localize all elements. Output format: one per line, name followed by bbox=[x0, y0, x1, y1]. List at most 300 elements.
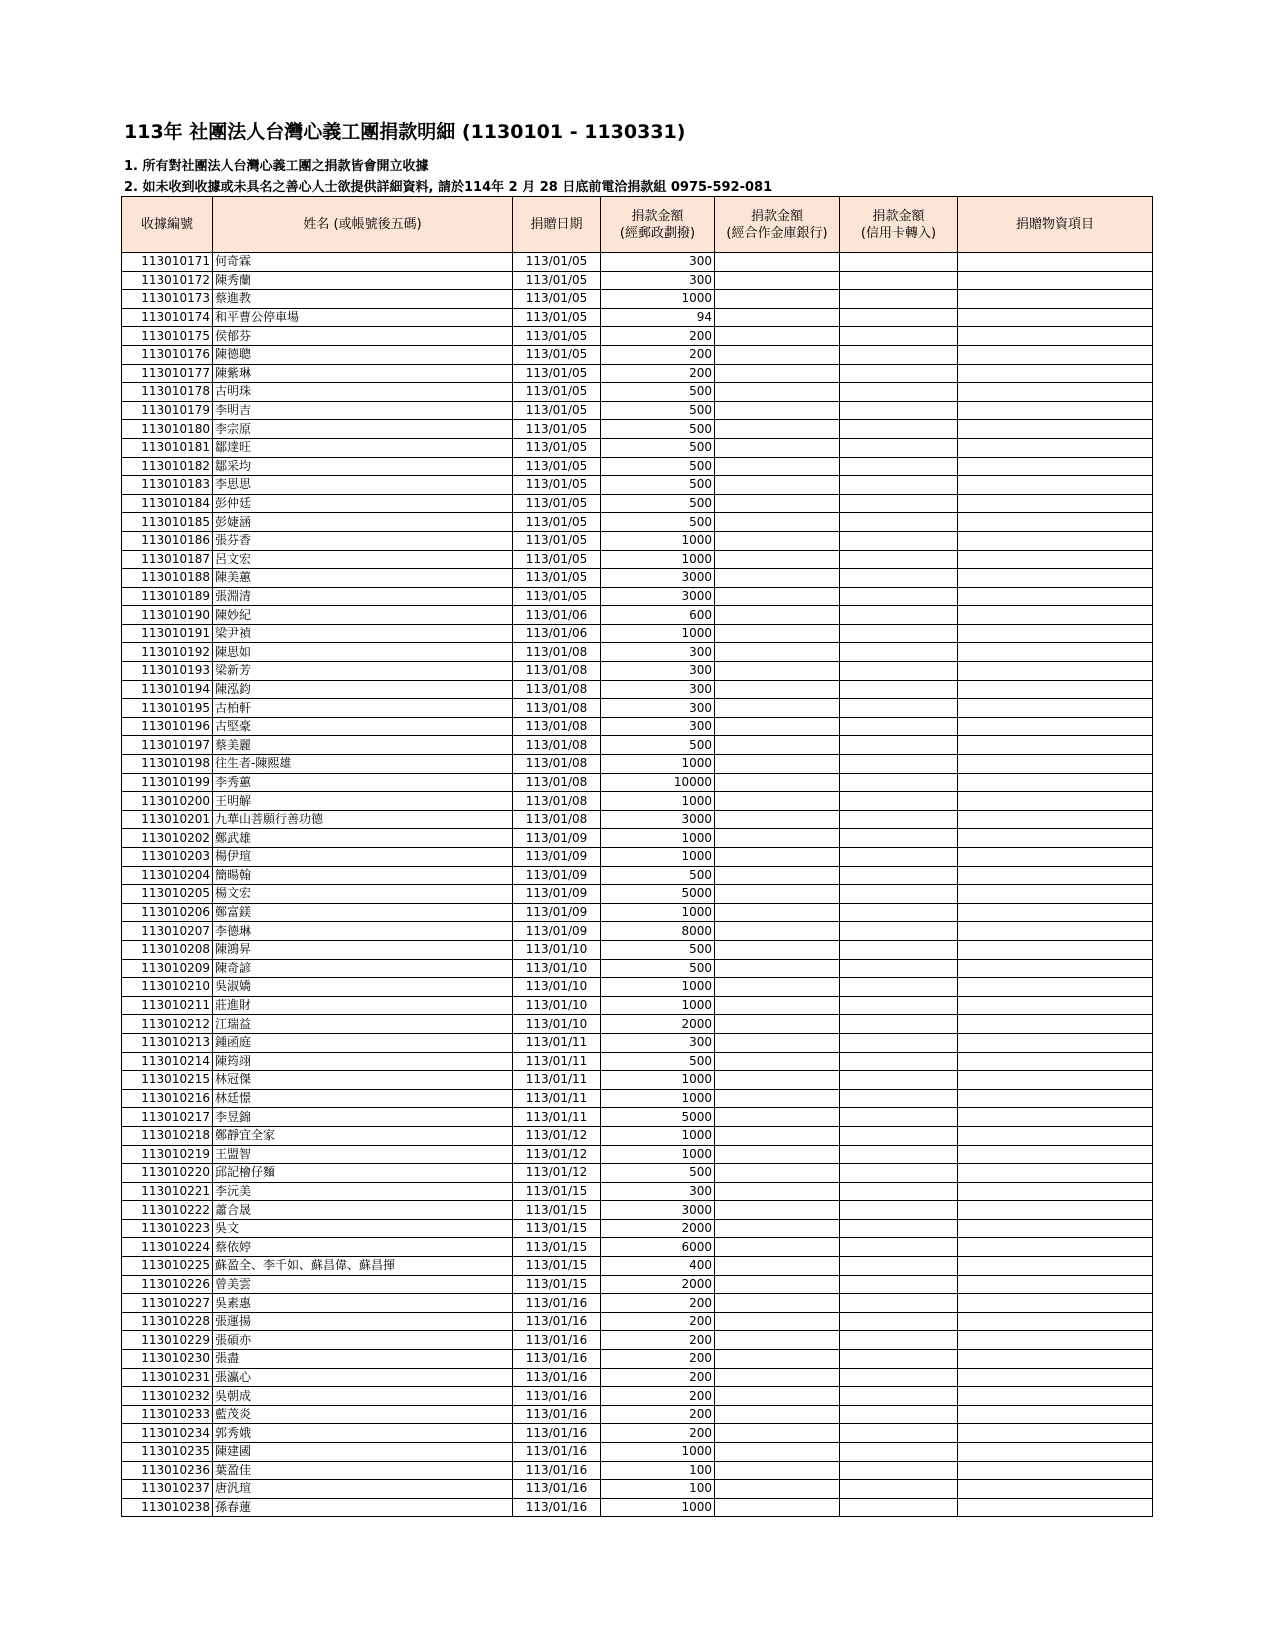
donor-name-cell: 鍾函庭 bbox=[213, 1033, 513, 1052]
receipt-no-cell: 113010173 bbox=[122, 290, 213, 309]
receipt-no-cell: 113010192 bbox=[122, 643, 213, 662]
table-row bbox=[122, 401, 1153, 420]
donation-date-cell: 113/01/06 bbox=[513, 606, 601, 625]
card-amount-cell bbox=[840, 1368, 958, 1387]
donation-date-cell: 113/01/05 bbox=[513, 494, 601, 513]
donor-name-cell: 邱記檜仔麵 bbox=[213, 1164, 513, 1183]
receipt-no-cell: 113010204 bbox=[122, 866, 213, 885]
bank-amount-cell bbox=[715, 1257, 840, 1276]
donation-date-cell: 113/01/10 bbox=[513, 959, 601, 978]
receipt-no-cell: 113010210 bbox=[122, 978, 213, 997]
table-row bbox=[122, 550, 1153, 569]
bank-amount-cell bbox=[715, 531, 840, 550]
donor-name-cell: 鄭靜宜全家 bbox=[213, 1126, 513, 1145]
table-row bbox=[122, 1480, 1153, 1499]
postal-amount-cell: 1000 bbox=[601, 1071, 715, 1090]
bank-amount-cell bbox=[715, 271, 840, 290]
postal-amount-cell: 94 bbox=[601, 308, 715, 327]
postal-amount-cell: 10000 bbox=[601, 773, 715, 792]
donation-date-cell: 113/01/15 bbox=[513, 1219, 601, 1238]
card-amount-cell bbox=[840, 1331, 958, 1350]
bank-amount-cell bbox=[715, 978, 840, 997]
card-amount-cell bbox=[840, 792, 958, 811]
donor-name-cell: 古柏軒 bbox=[213, 699, 513, 718]
donor-name-cell: 楊文宏 bbox=[213, 885, 513, 904]
postal-amount-cell: 1000 bbox=[601, 1443, 715, 1462]
card-amount-cell bbox=[840, 1498, 958, 1517]
receipt-no-cell: 113010219 bbox=[122, 1145, 213, 1164]
donation-table bbox=[121, 196, 1153, 1517]
bank-amount-cell bbox=[715, 903, 840, 922]
postal-amount-cell: 3000 bbox=[601, 810, 715, 829]
items-cell bbox=[958, 1368, 1153, 1387]
card-amount-cell bbox=[840, 922, 958, 941]
donor-name-cell: 吳素惠 bbox=[213, 1294, 513, 1313]
postal-amount-cell: 1000 bbox=[601, 996, 715, 1015]
items-cell bbox=[958, 940, 1153, 959]
receipt-no-cell: 113010207 bbox=[122, 922, 213, 941]
bank-amount-cell bbox=[715, 996, 840, 1015]
bank-amount-cell bbox=[715, 680, 840, 699]
items-cell bbox=[958, 829, 1153, 848]
card-amount-cell bbox=[840, 438, 958, 457]
card-amount-cell bbox=[840, 829, 958, 848]
items-cell bbox=[958, 810, 1153, 829]
donor-name-cell: 李思思 bbox=[213, 476, 513, 495]
donation-date-cell: 113/01/05 bbox=[513, 383, 601, 402]
receipt-no-cell: 113010172 bbox=[122, 271, 213, 290]
table-row bbox=[122, 253, 1153, 272]
donation-date-cell: 113/01/10 bbox=[513, 996, 601, 1015]
card-amount-cell bbox=[840, 1126, 958, 1145]
donation-date-cell: 113/01/05 bbox=[513, 587, 601, 606]
donation-date-cell: 113/01/11 bbox=[513, 1108, 601, 1127]
donor-name-cell: 古明珠 bbox=[213, 383, 513, 402]
donor-name-cell: 李宗原 bbox=[213, 420, 513, 439]
receipt-no-cell: 113010214 bbox=[122, 1052, 213, 1071]
items-cell bbox=[958, 978, 1153, 997]
receipt-no-cell: 113010222 bbox=[122, 1201, 213, 1220]
card-amount-cell bbox=[840, 569, 958, 588]
receipt-no-cell: 113010171 bbox=[122, 253, 213, 272]
receipt-no-cell: 113010223 bbox=[122, 1219, 213, 1238]
card-amount-cell bbox=[840, 457, 958, 476]
items-cell bbox=[958, 401, 1153, 420]
donation-date-cell: 113/01/16 bbox=[513, 1405, 601, 1424]
table-row bbox=[122, 959, 1153, 978]
items-cell bbox=[958, 438, 1153, 457]
donor-name-cell: 藍茂炎 bbox=[213, 1405, 513, 1424]
receipt-no-cell: 113010229 bbox=[122, 1331, 213, 1350]
items-cell bbox=[958, 606, 1153, 625]
table-row bbox=[122, 848, 1153, 867]
table-row bbox=[122, 624, 1153, 643]
bank-amount-cell bbox=[715, 476, 840, 495]
postal-amount-cell: 500 bbox=[601, 1164, 715, 1183]
bank-amount-cell bbox=[715, 1294, 840, 1313]
postal-amount-cell: 300 bbox=[601, 1033, 715, 1052]
card-amount-cell bbox=[840, 327, 958, 346]
table-row bbox=[122, 1108, 1153, 1127]
table-row bbox=[122, 978, 1153, 997]
card-amount-cell bbox=[840, 1219, 958, 1238]
items-cell bbox=[958, 587, 1153, 606]
header-receipt-no: 收據編號 bbox=[122, 197, 213, 253]
table-row bbox=[122, 1350, 1153, 1369]
postal-amount-cell: 200 bbox=[601, 327, 715, 346]
items-cell bbox=[958, 922, 1153, 941]
table-row bbox=[122, 308, 1153, 327]
postal-amount-cell: 300 bbox=[601, 717, 715, 736]
receipt-no-cell: 113010226 bbox=[122, 1275, 213, 1294]
donation-date-cell: 113/01/16 bbox=[513, 1350, 601, 1369]
items-cell bbox=[958, 848, 1153, 867]
donor-name-cell: 彭仲廷 bbox=[213, 494, 513, 513]
postal-amount-cell: 300 bbox=[601, 1182, 715, 1201]
receipt-no-cell: 113010181 bbox=[122, 438, 213, 457]
bank-amount-cell bbox=[715, 438, 840, 457]
receipt-no-cell: 113010209 bbox=[122, 959, 213, 978]
header-bank-line1: 捐款金額 bbox=[750, 208, 803, 224]
receipt-no-cell: 113010200 bbox=[122, 792, 213, 811]
table-row bbox=[122, 531, 1153, 550]
bank-amount-cell bbox=[715, 1480, 840, 1499]
card-amount-cell bbox=[840, 903, 958, 922]
bank-amount-cell bbox=[715, 717, 840, 736]
card-amount-cell bbox=[840, 1201, 958, 1220]
items-cell bbox=[958, 866, 1153, 885]
card-amount-cell bbox=[840, 1257, 958, 1276]
card-amount-cell bbox=[840, 364, 958, 383]
donor-name-cell: 蕭合晟 bbox=[213, 1201, 513, 1220]
bank-amount-cell bbox=[715, 290, 840, 309]
card-amount-cell bbox=[840, 1089, 958, 1108]
bank-amount-cell bbox=[715, 587, 840, 606]
items-cell bbox=[958, 271, 1153, 290]
bank-amount-cell bbox=[715, 457, 840, 476]
bank-amount-cell bbox=[715, 1182, 840, 1201]
receipt-no-cell: 113010176 bbox=[122, 345, 213, 364]
table-row bbox=[122, 1294, 1153, 1313]
bank-amount-cell bbox=[715, 1331, 840, 1350]
table-row bbox=[122, 643, 1153, 662]
card-amount-cell bbox=[840, 1480, 958, 1499]
card-amount-cell bbox=[840, 680, 958, 699]
receipt-no-cell: 113010180 bbox=[122, 420, 213, 439]
header-date: 捐贈日期 bbox=[513, 197, 601, 253]
receipt-no-cell: 113010224 bbox=[122, 1238, 213, 1257]
bank-amount-cell bbox=[715, 866, 840, 885]
postal-amount-cell: 500 bbox=[601, 401, 715, 420]
donor-name-cell: 林冠傑 bbox=[213, 1071, 513, 1090]
bank-amount-cell bbox=[715, 606, 840, 625]
donation-date-cell: 113/01/05 bbox=[513, 401, 601, 420]
table-row bbox=[122, 903, 1153, 922]
donation-date-cell: 113/01/08 bbox=[513, 717, 601, 736]
bank-amount-cell bbox=[715, 1275, 840, 1294]
table-row bbox=[122, 1089, 1153, 1108]
postal-amount-cell: 200 bbox=[601, 1387, 715, 1406]
items-cell bbox=[958, 1443, 1153, 1462]
table-row bbox=[122, 699, 1153, 718]
table-row bbox=[122, 513, 1153, 532]
donation-date-cell: 113/01/05 bbox=[513, 569, 601, 588]
card-amount-cell bbox=[840, 662, 958, 681]
receipt-no-cell: 113010230 bbox=[122, 1350, 213, 1369]
table-row bbox=[122, 364, 1153, 383]
header-bank-line2: (經合作金庫銀行) bbox=[726, 225, 828, 241]
donation-date-cell: 113/01/12 bbox=[513, 1145, 601, 1164]
table-row bbox=[122, 1312, 1153, 1331]
table-row bbox=[122, 1331, 1153, 1350]
receipt-no-cell: 113010186 bbox=[122, 531, 213, 550]
donor-name-cell: 陳美蕙 bbox=[213, 569, 513, 588]
donation-date-cell: 113/01/08 bbox=[513, 680, 601, 699]
receipt-no-cell: 113010198 bbox=[122, 755, 213, 774]
donation-date-cell: 113/01/08 bbox=[513, 810, 601, 829]
postal-amount-cell: 200 bbox=[601, 345, 715, 364]
donor-name-cell: 古堅豪 bbox=[213, 717, 513, 736]
donation-date-cell: 113/01/11 bbox=[513, 1089, 601, 1108]
table-row bbox=[122, 773, 1153, 792]
card-amount-cell bbox=[840, 1033, 958, 1052]
donor-name-cell: 李明吉 bbox=[213, 401, 513, 420]
receipt-no-cell: 113010233 bbox=[122, 1405, 213, 1424]
card-amount-cell bbox=[840, 1350, 958, 1369]
receipt-no-cell: 113010238 bbox=[122, 1498, 213, 1517]
postal-amount-cell: 500 bbox=[601, 383, 715, 402]
receipt-no-cell: 113010175 bbox=[122, 327, 213, 346]
donation-date-cell: 113/01/05 bbox=[513, 345, 601, 364]
receipt-no-cell: 113010205 bbox=[122, 885, 213, 904]
items-cell bbox=[958, 1145, 1153, 1164]
items-cell bbox=[958, 1350, 1153, 1369]
items-cell bbox=[958, 1498, 1153, 1517]
card-amount-cell bbox=[840, 1071, 958, 1090]
header-name: 姓名 (或帳號後五碼) bbox=[213, 197, 513, 253]
table-row bbox=[122, 1424, 1153, 1443]
postal-amount-cell: 300 bbox=[601, 699, 715, 718]
donation-date-cell: 113/01/05 bbox=[513, 364, 601, 383]
receipt-no-cell: 113010195 bbox=[122, 699, 213, 718]
items-cell bbox=[958, 1405, 1153, 1424]
items-cell bbox=[958, 643, 1153, 662]
bank-amount-cell bbox=[715, 848, 840, 867]
card-amount-cell bbox=[840, 885, 958, 904]
postal-amount-cell: 500 bbox=[601, 959, 715, 978]
header-items: 捐贈物資項目 bbox=[958, 197, 1153, 253]
donor-name-cell: 張淵清 bbox=[213, 587, 513, 606]
postal-amount-cell: 500 bbox=[601, 438, 715, 457]
items-cell bbox=[958, 773, 1153, 792]
items-cell bbox=[958, 364, 1153, 383]
receipt-no-cell: 113010178 bbox=[122, 383, 213, 402]
receipt-no-cell: 113010228 bbox=[122, 1312, 213, 1331]
receipt-no-cell: 113010221 bbox=[122, 1182, 213, 1201]
table-row bbox=[122, 1443, 1153, 1462]
card-amount-cell bbox=[840, 996, 958, 1015]
postal-amount-cell: 200 bbox=[601, 1368, 715, 1387]
bank-amount-cell bbox=[715, 494, 840, 513]
donor-name-cell: 彭婕涵 bbox=[213, 513, 513, 532]
bank-amount-cell bbox=[715, 922, 840, 941]
card-amount-cell bbox=[840, 290, 958, 309]
donor-name-cell: 陳秀蘭 bbox=[213, 271, 513, 290]
bank-amount-cell bbox=[715, 1126, 840, 1145]
bank-amount-cell bbox=[715, 1033, 840, 1052]
postal-amount-cell: 1000 bbox=[601, 624, 715, 643]
items-cell bbox=[958, 1089, 1153, 1108]
bank-amount-cell bbox=[715, 1052, 840, 1071]
postal-amount-cell: 2000 bbox=[601, 1219, 715, 1238]
receipt-no-cell: 113010206 bbox=[122, 903, 213, 922]
donor-name-cell: 張盡 bbox=[213, 1350, 513, 1369]
bank-amount-cell bbox=[715, 1368, 840, 1387]
postal-amount-cell: 500 bbox=[601, 513, 715, 532]
receipt-no-cell: 113010217 bbox=[122, 1108, 213, 1127]
receipt-no-cell: 113010179 bbox=[122, 401, 213, 420]
page-title: 113年 社團法人台灣心義工團捐款明細 (1130101 - 1130331) bbox=[124, 121, 686, 143]
donation-date-cell: 113/01/05 bbox=[513, 290, 601, 309]
postal-amount-cell: 2000 bbox=[601, 1275, 715, 1294]
bank-amount-cell bbox=[715, 643, 840, 662]
table-row bbox=[122, 587, 1153, 606]
note-receipt: 1. 所有對社團法人台灣心義工團之捐款皆會開立收據 bbox=[124, 159, 429, 174]
items-cell bbox=[958, 513, 1153, 532]
card-amount-cell bbox=[840, 1443, 958, 1462]
donation-date-cell: 113/01/10 bbox=[513, 978, 601, 997]
receipt-no-cell: 113010236 bbox=[122, 1461, 213, 1480]
postal-amount-cell: 500 bbox=[601, 476, 715, 495]
postal-amount-cell: 1000 bbox=[601, 978, 715, 997]
receipt-no-cell: 113010235 bbox=[122, 1443, 213, 1462]
postal-amount-cell: 1000 bbox=[601, 755, 715, 774]
card-amount-cell bbox=[840, 699, 958, 718]
receipt-no-cell: 113010183 bbox=[122, 476, 213, 495]
donation-date-cell: 113/01/05 bbox=[513, 476, 601, 495]
receipt-no-cell: 113010208 bbox=[122, 940, 213, 959]
bank-amount-cell bbox=[715, 345, 840, 364]
receipt-no-cell: 113010187 bbox=[122, 550, 213, 569]
postal-amount-cell: 1000 bbox=[601, 903, 715, 922]
donor-name-cell: 鄒采均 bbox=[213, 457, 513, 476]
donor-name-cell: 張碩亦 bbox=[213, 1331, 513, 1350]
card-amount-cell bbox=[840, 736, 958, 755]
donor-name-cell: 往生者-陳熙雄 bbox=[213, 755, 513, 774]
items-cell bbox=[958, 1257, 1153, 1276]
donation-date-cell: 113/01/08 bbox=[513, 755, 601, 774]
items-cell bbox=[958, 457, 1153, 476]
card-amount-cell bbox=[840, 940, 958, 959]
table-row bbox=[122, 420, 1153, 439]
table-row bbox=[122, 1164, 1153, 1183]
donation-date-cell: 113/01/05 bbox=[513, 550, 601, 569]
card-amount-cell bbox=[840, 717, 958, 736]
donation-date-cell: 113/01/16 bbox=[513, 1368, 601, 1387]
card-amount-cell bbox=[840, 1387, 958, 1406]
donor-name-cell: 葉盈佳 bbox=[213, 1461, 513, 1480]
items-cell bbox=[958, 680, 1153, 699]
donation-date-cell: 113/01/08 bbox=[513, 792, 601, 811]
donation-date-cell: 113/01/08 bbox=[513, 736, 601, 755]
table-row bbox=[122, 1238, 1153, 1257]
donation-date-cell: 113/01/16 bbox=[513, 1294, 601, 1313]
donor-name-cell: 侯郁芬 bbox=[213, 327, 513, 346]
postal-amount-cell: 200 bbox=[601, 1312, 715, 1331]
card-amount-cell bbox=[840, 513, 958, 532]
receipt-no-cell: 113010188 bbox=[122, 569, 213, 588]
table-row bbox=[122, 680, 1153, 699]
postal-amount-cell: 1000 bbox=[601, 550, 715, 569]
donor-name-cell: 和平曹公停車場 bbox=[213, 308, 513, 327]
donor-name-cell: 鄒達旺 bbox=[213, 438, 513, 457]
table-row bbox=[122, 1015, 1153, 1034]
bank-amount-cell bbox=[715, 1219, 840, 1238]
table-row bbox=[122, 866, 1153, 885]
postal-amount-cell: 1000 bbox=[601, 1145, 715, 1164]
card-amount-cell bbox=[840, 1145, 958, 1164]
donor-name-cell: 陳紫琳 bbox=[213, 364, 513, 383]
bank-amount-cell bbox=[715, 327, 840, 346]
header-postal-line1: 捐款金額 bbox=[631, 208, 684, 224]
table-header-row bbox=[122, 197, 1153, 253]
donor-name-cell: 曾美雲 bbox=[213, 1275, 513, 1294]
receipt-no-cell: 113010177 bbox=[122, 364, 213, 383]
card-amount-cell bbox=[840, 494, 958, 513]
receipt-no-cell: 113010234 bbox=[122, 1424, 213, 1443]
bank-amount-cell bbox=[715, 1350, 840, 1369]
card-amount-cell bbox=[840, 1405, 958, 1424]
donor-name-cell: 莊進財 bbox=[213, 996, 513, 1015]
receipt-no-cell: 113010202 bbox=[122, 829, 213, 848]
donor-name-cell: 陳筠翊 bbox=[213, 1052, 513, 1071]
postal-amount-cell: 100 bbox=[601, 1461, 715, 1480]
postal-amount-cell: 1000 bbox=[601, 1089, 715, 1108]
items-cell bbox=[958, 550, 1153, 569]
bank-amount-cell bbox=[715, 1498, 840, 1517]
items-cell bbox=[958, 476, 1153, 495]
donation-date-cell: 113/01/08 bbox=[513, 662, 601, 681]
items-cell bbox=[958, 885, 1153, 904]
items-cell bbox=[958, 624, 1153, 643]
bank-amount-cell bbox=[715, 1201, 840, 1220]
bank-amount-cell bbox=[715, 773, 840, 792]
donation-date-cell: 113/01/16 bbox=[513, 1387, 601, 1406]
donor-name-cell: 陳鴻昇 bbox=[213, 940, 513, 959]
donor-name-cell: 唐汎瑄 bbox=[213, 1480, 513, 1499]
items-cell bbox=[958, 1033, 1153, 1052]
receipt-no-cell: 113010225 bbox=[122, 1257, 213, 1276]
receipt-no-cell: 113010237 bbox=[122, 1480, 213, 1499]
donor-name-cell: 李沅美 bbox=[213, 1182, 513, 1201]
bank-amount-cell bbox=[715, 755, 840, 774]
bank-amount-cell bbox=[715, 736, 840, 755]
receipt-no-cell: 113010213 bbox=[122, 1033, 213, 1052]
donation-date-cell: 113/01/16 bbox=[513, 1331, 601, 1350]
table-row bbox=[122, 494, 1153, 513]
donation-date-cell: 113/01/12 bbox=[513, 1164, 601, 1183]
donor-name-cell: 陳德聰 bbox=[213, 345, 513, 364]
postal-amount-cell: 200 bbox=[601, 1405, 715, 1424]
donation-date-cell: 113/01/16 bbox=[513, 1498, 601, 1517]
items-cell bbox=[958, 569, 1153, 588]
items-cell bbox=[958, 1108, 1153, 1127]
donation-date-cell: 113/01/16 bbox=[513, 1480, 601, 1499]
postal-amount-cell: 200 bbox=[601, 364, 715, 383]
table-row bbox=[122, 271, 1153, 290]
receipt-no-cell: 113010185 bbox=[122, 513, 213, 532]
card-amount-cell bbox=[840, 624, 958, 643]
